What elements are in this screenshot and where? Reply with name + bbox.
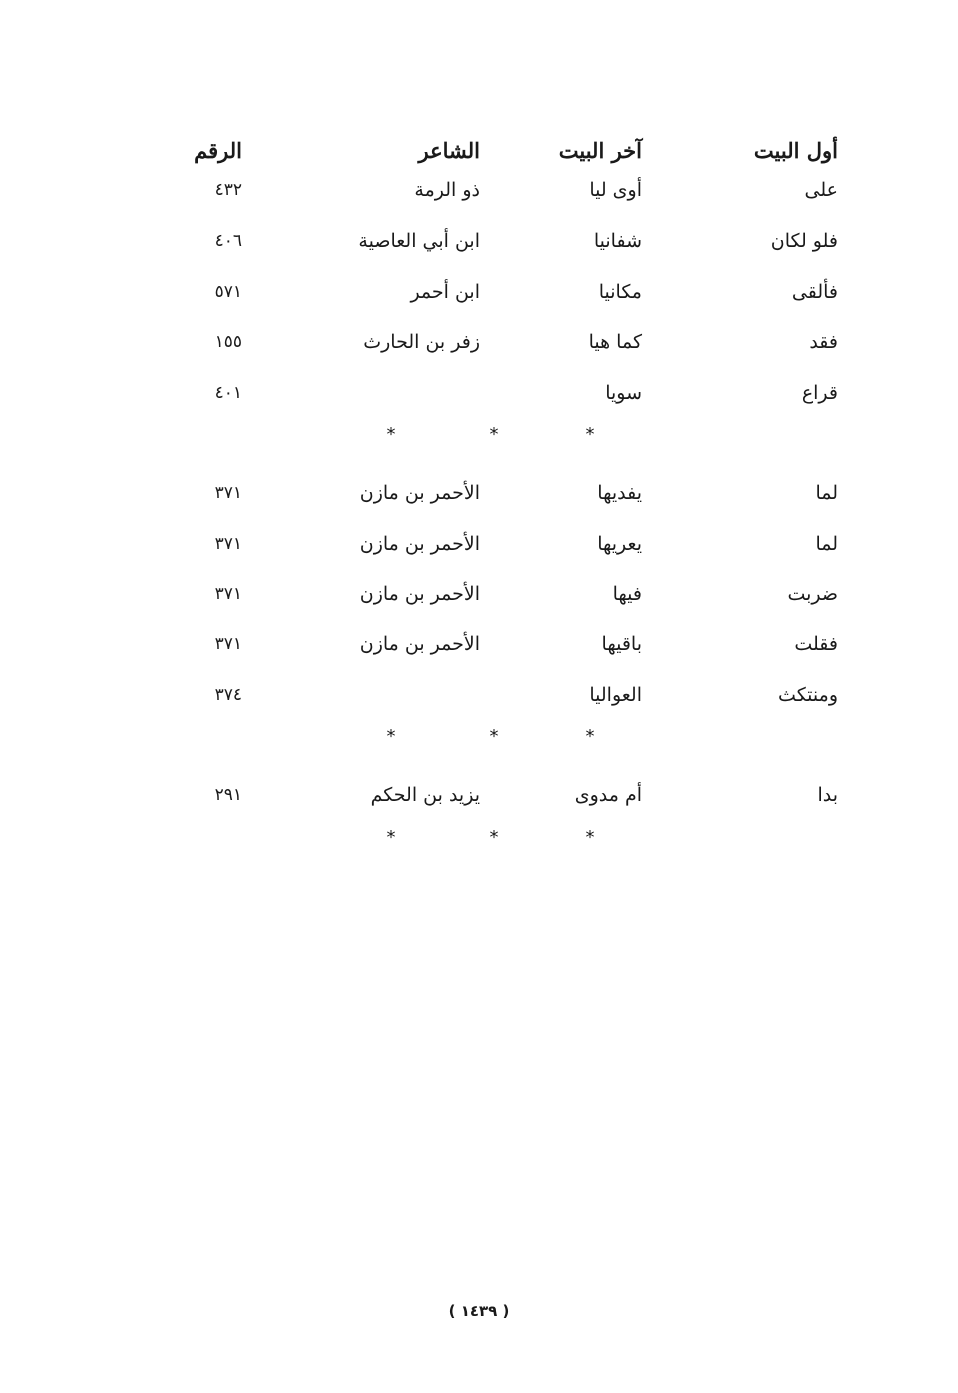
header-first-verse: أول البيت <box>753 138 838 163</box>
first-verse-cell: فألقى <box>791 281 838 303</box>
number-cell: ١٥٥ <box>214 332 242 352</box>
separator-star: * <box>489 424 499 445</box>
last-verse-cell: باقيها <box>601 633 642 655</box>
poet-cell: يزيد بن الحكم <box>370 784 480 806</box>
number-cell: ٣٧١ <box>214 534 242 554</box>
first-verse-cell: قراع <box>801 382 838 404</box>
last-verse-cell: أم مدوى <box>574 784 642 806</box>
number-cell: ٣٧١ <box>214 483 242 503</box>
number-cell: ٣٧٤ <box>214 685 242 705</box>
separator-star: * <box>585 827 595 848</box>
separator-star: * <box>585 726 595 747</box>
first-verse-cell: فقلت <box>794 633 838 655</box>
separator-star: * <box>585 424 595 445</box>
first-verse-cell: لما <box>815 533 838 555</box>
last-verse-cell: أوى ليا <box>589 179 642 201</box>
number-cell: ٤٠٦ <box>214 231 242 251</box>
number-cell: ٣٧١ <box>214 634 242 654</box>
last-verse-cell: العواليا <box>589 684 642 706</box>
header-poet: الشاعر <box>418 138 480 163</box>
last-verse-cell: فيها <box>612 583 642 605</box>
number-cell: ٥٧١ <box>214 282 242 302</box>
separator-star: * <box>386 726 396 747</box>
first-verse-cell: ضربت <box>787 583 838 605</box>
poet-cell: الأحمر بن مازن <box>359 633 480 655</box>
last-verse-cell: يعريها <box>597 533 642 555</box>
separator-star: * <box>386 424 396 445</box>
first-verse-cell: بدا <box>817 784 838 806</box>
last-verse-cell: شفانيا <box>593 230 642 252</box>
poet-cell: الأحمر بن مازن <box>359 583 480 605</box>
separator-star: * <box>489 827 499 848</box>
header-number: الرقم <box>194 138 242 163</box>
last-verse-cell: مكانيا <box>598 281 642 303</box>
number-cell: ٤٣٢ <box>214 180 242 200</box>
header-last-verse: آخر البيت <box>558 138 642 163</box>
number-cell: ٤٠١ <box>214 383 242 403</box>
number-cell: ٢٩١ <box>214 785 242 805</box>
poet-cell: زفر بن الحارث <box>363 331 480 353</box>
separator-star: * <box>386 827 396 848</box>
separator-star: * <box>489 726 499 747</box>
number-cell: ٣٧١ <box>214 584 242 604</box>
first-verse-cell: على <box>804 179 838 201</box>
first-verse-cell: فقد <box>809 331 838 353</box>
poet-cell: الأحمر بن مازن <box>359 482 480 504</box>
page-number: ( ١٤٣٩ ) <box>448 1302 510 1320</box>
poet-cell: ابن أبي العاصية <box>358 230 480 252</box>
poet-cell: الأحمر بن مازن <box>359 533 480 555</box>
first-verse-cell: ومنتكث <box>778 684 838 706</box>
first-verse-cell: فلو لكان <box>770 230 838 252</box>
last-verse-cell: كما هيا <box>588 331 642 353</box>
last-verse-cell: يفديها <box>597 482 642 504</box>
first-verse-cell: لما <box>815 482 838 504</box>
poet-cell: ابن أحمر <box>410 281 480 303</box>
poet-cell: ذو الرمة <box>414 179 480 201</box>
last-verse-cell: سويا <box>605 382 642 404</box>
